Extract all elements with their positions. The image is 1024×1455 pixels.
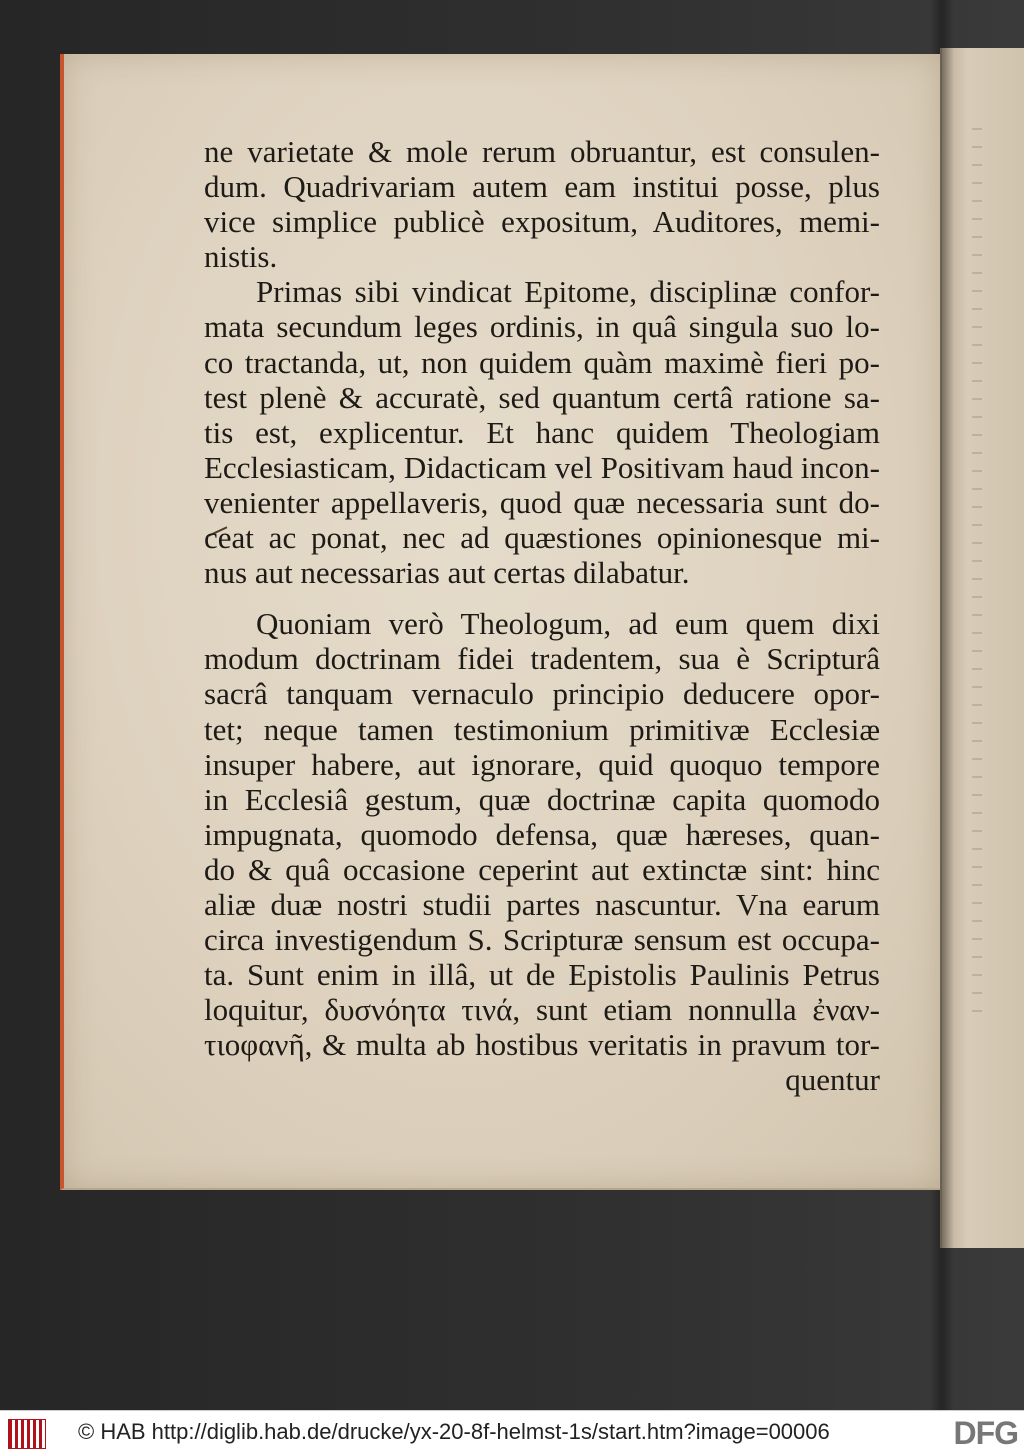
text-line: modum doctrinam fidei tradentem, sua è Scripturâ — [204, 641, 880, 677]
text-line: ta. Sunt enim in illâ, ut de Epistolis Paulinis Petrus — [204, 957, 880, 993]
text-line: nistis. — [204, 239, 278, 275]
dfg-logo: DFG — [953, 1415, 1018, 1451]
text-line: aliæ duæ nostri studii partes nascuntur. Vna earum — [204, 886, 880, 922]
text-line: in Ecclesiâ gestum, quæ doctrinæ capita quomodo — [204, 781, 880, 817]
source-credit[interactable]: © HAB http://diglib.hab.de/drucke/yx-20-8f-helmst-1s/start.htm?image=00006 — [78, 1419, 830, 1444]
text-line: circa investigendum S. Scripturæ sensum est occupa- — [204, 922, 880, 958]
text-line: venienter appellaveris, quod quæ necessaria sunt do- — [204, 484, 880, 520]
text-line: insuper habere, aut ignorare, quid quoquo tempore — [204, 746, 880, 782]
text-line: Primas sibi vindicat Epitome, disciplinæ confor- — [256, 274, 880, 310]
hab-logo-icon — [8, 1419, 46, 1449]
text-line: ne varietate & mole rerum obruantur, est consulen- — [204, 134, 880, 169]
page-text — [204, 134, 880, 1098]
text-line: sacrâ tanquam vernaculo principio deducere opor- — [204, 676, 880, 712]
text-line: Ecclesiasticam, Didacticam vel Positivam haud incon- — [204, 449, 880, 485]
text-line: mata secundum leges ordinis, in quâ singula suo lo- — [204, 309, 880, 345]
text-line: ceat ac ponat, nec ad quæstiones opinionesque mi- — [204, 520, 880, 556]
text-line: Quoniam verò Theologum, ad eum quem dixi — [256, 606, 880, 642]
text-line: nus aut necessarias aut certas dilabatur. — [204, 555, 690, 591]
paragraph-gap — [204, 590, 880, 606]
book-page — [60, 54, 940, 1190]
text-line: vice simplice publicè expositum, Auditores, memi- — [204, 204, 880, 240]
text-line: tis est, explicentur. Et hanc quidem Theologiam — [204, 414, 880, 450]
facing-page-bleed — [972, 128, 982, 1028]
text-line: τιοφανῆ, & multa ab hostibus veritatis in pravum tor- — [204, 1027, 880, 1063]
text-line: co tractanda, ut, non quidem quàm maximè fieri po- — [204, 344, 880, 380]
text-line: test plenè & accuratè, sed quantum certâ ratione sa- — [204, 379, 880, 415]
text-line: tet; neque tamen testimonium primitivæ Ecclesiæ — [204, 711, 880, 747]
text-line: dum. Quadrivariam autem eam institui posse, plus — [204, 169, 880, 205]
catchword: quentur — [785, 1062, 880, 1098]
text-line: loquitur, δυσνόητα τινά, sunt etiam nonnulla ἐναν- — [204, 992, 880, 1028]
viewer-footer — [0, 1410, 1024, 1455]
text-line: do & quâ occasione ceperint aut extinctæ sint: hinc — [204, 851, 880, 887]
text-line: impugnata, quomodo defensa, quæ hæreses, quan- — [204, 816, 880, 852]
